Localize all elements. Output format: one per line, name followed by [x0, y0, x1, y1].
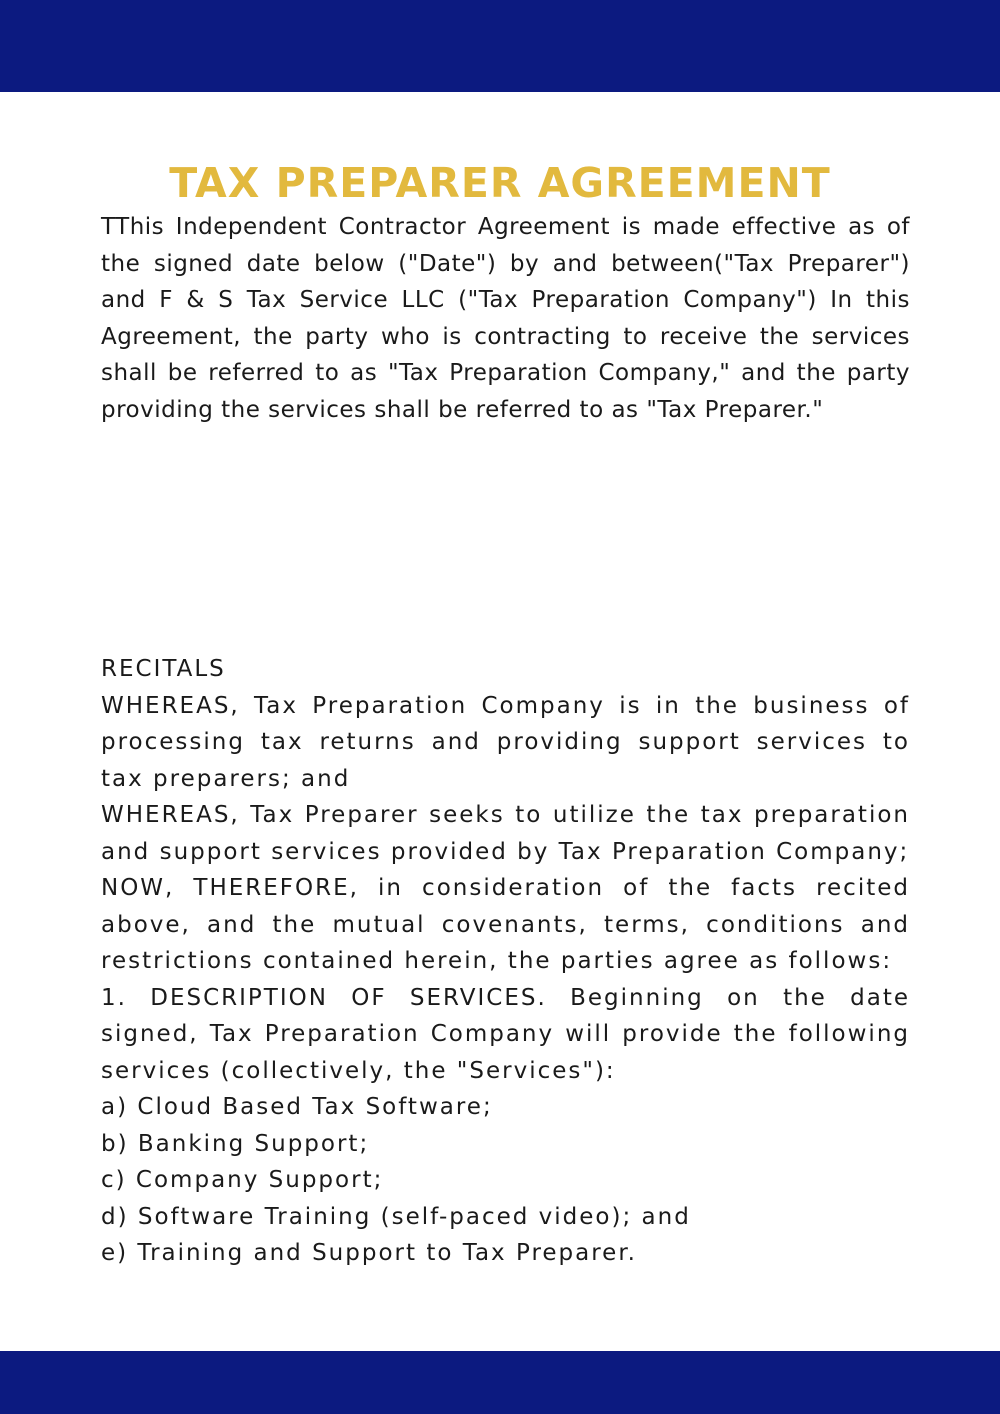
- service-item-a: a) Cloud Based Tax Software;: [101, 1094, 493, 1120]
- now-therefore-clause: NOW, THEREFORE, in consideration of the facts recited above, and the mutual covenants, terms, conditions and restrictions contained herein, the parties agree as follows:: [101, 875, 910, 974]
- header-band: [0, 0, 1000, 92]
- service-item-c: c) Company Support;: [101, 1167, 384, 1193]
- whereas-clause-2: WHEREAS, Tax Preparer seeks to utilize the tax preparation and support services provided by Tax Preparation Company;: [101, 802, 910, 865]
- intro-paragraph: TThis Independent Contractor Agreement is made effective as of the signed date below ("Date") by and between("Tax Preparer") and F & S Tax Service LLC ("Tax Preparation Company") In this Agreement, the party who is contracting to receive the services shall be referred to as "Tax Preparation Company," and the party providing the services shall be referred to as "Tax Preparer.": [101, 214, 910, 423]
- service-item-e: e) Training and Support to Tax Preparer.: [101, 1240, 637, 1266]
- section-1-description-of-services: 1. DESCRIPTION OF SERVICES. Beginning on the date signed, Tax Preparation Company will provide the following services (collectively, the "Services"):: [101, 984, 910, 1084]
- footer-band: [0, 1351, 1000, 1414]
- service-item-b: b) Banking Support;: [101, 1130, 370, 1157]
- document-title: TAX PREPARER AGREEMENT: [169, 159, 831, 208]
- whereas-clause-1: WHEREAS, Tax Preparation Company is in the business of processing tax returns and providing support services to tax preparers; and: [101, 692, 910, 792]
- service-item-d: d) Software Training (self-paced video); and: [101, 1203, 691, 1230]
- recitals-heading: RECITALS: [101, 656, 226, 682]
- agreement-body: [101, 651, 910, 1272]
